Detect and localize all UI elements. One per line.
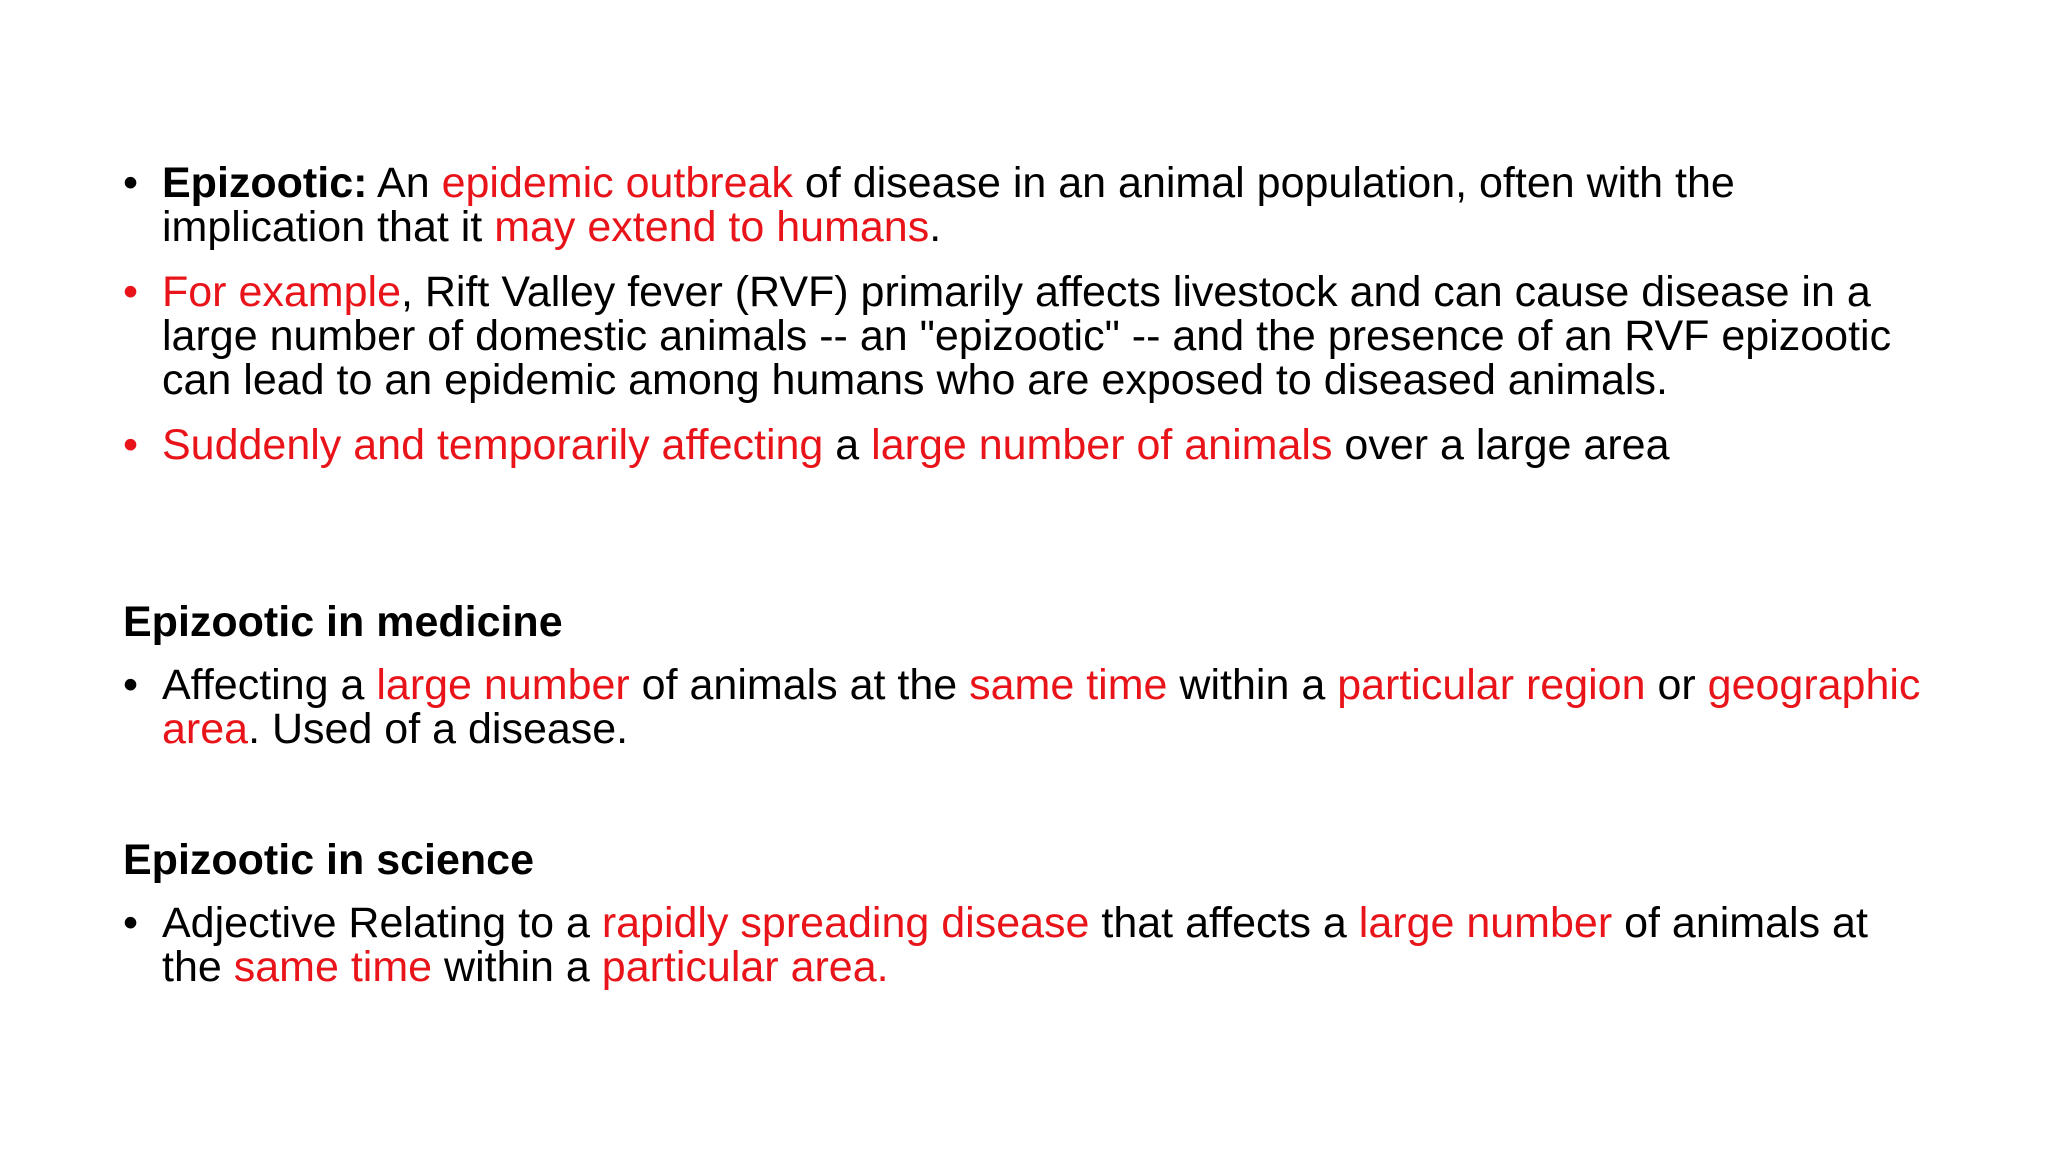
definition-list <box>0 161 1922 467</box>
body-text: that affects a <box>1089 899 1359 947</box>
body-text: within a <box>432 943 602 991</box>
bullet-icon: • <box>123 661 139 709</box>
highlighted-text: Suddenly and temporarily affecting <box>162 421 824 469</box>
bullet-item <box>123 661 1922 753</box>
highlighted-text: particular area. <box>601 943 889 991</box>
science-heading: Epizootic in science <box>123 836 534 884</box>
body-text: Adjective Relating to a <box>162 899 602 947</box>
highlighted-text: large number <box>1358 899 1613 947</box>
medicine-list <box>0 663 1922 751</box>
bullet-item <box>123 268 1922 404</box>
highlighted-text: particular region <box>1337 661 1646 709</box>
medicine-heading: Epizootic in medicine <box>123 598 563 646</box>
medicine-section <box>0 663 1922 772</box>
term-label: Epizootic: <box>162 159 368 207</box>
bullet-item <box>123 421 1922 469</box>
highlighted-text: large number of animals <box>871 421 1333 469</box>
highlighted-text: rapidly spreading disease <box>601 899 1090 947</box>
body-text: of animals at the <box>629 661 970 709</box>
bullet-icon: • <box>123 268 139 316</box>
highlighted-text: same time <box>233 943 433 991</box>
highlighted-text: epidemic outbreak <box>441 159 793 207</box>
body-text: . <box>929 203 942 251</box>
highlighted-text: same time <box>969 661 1168 709</box>
bullet-item <box>123 899 1922 991</box>
body-text: of disease in an animal population, often with the implication that it <box>162 159 1735 251</box>
definition-section <box>0 161 1922 488</box>
body-text: . Used of a disease. <box>248 705 629 753</box>
highlighted-text: For example <box>162 268 401 316</box>
highlighted-text: large number <box>376 661 630 709</box>
body-text: An <box>367 159 442 207</box>
body-text: over a large area <box>1332 421 1670 469</box>
body-text: , Rift Valley fever (RVF) primarily affects livestock and can cause disease in a large number of domestic animals -- an "epizootic" -- and the presence of an RVF epizootic can lead to an epidemic among humans who are exposed to diseased animals. <box>162 268 1892 404</box>
bullet-item <box>123 159 1922 251</box>
highlighted-text: geographic area <box>162 661 1921 753</box>
body-text: within a <box>1167 661 1338 709</box>
body-text: of animals at the <box>162 899 1868 991</box>
body-text: Affecting a <box>162 661 377 709</box>
body-text: a <box>823 421 872 469</box>
bullet-icon: • <box>123 899 139 947</box>
bullet-icon: • <box>123 421 139 469</box>
science-section <box>0 901 1922 1010</box>
bullet-icon: • <box>123 159 139 207</box>
body-text: or <box>1645 661 1708 709</box>
science-list <box>0 901 1922 989</box>
highlighted-text: may extend to humans <box>494 203 930 251</box>
